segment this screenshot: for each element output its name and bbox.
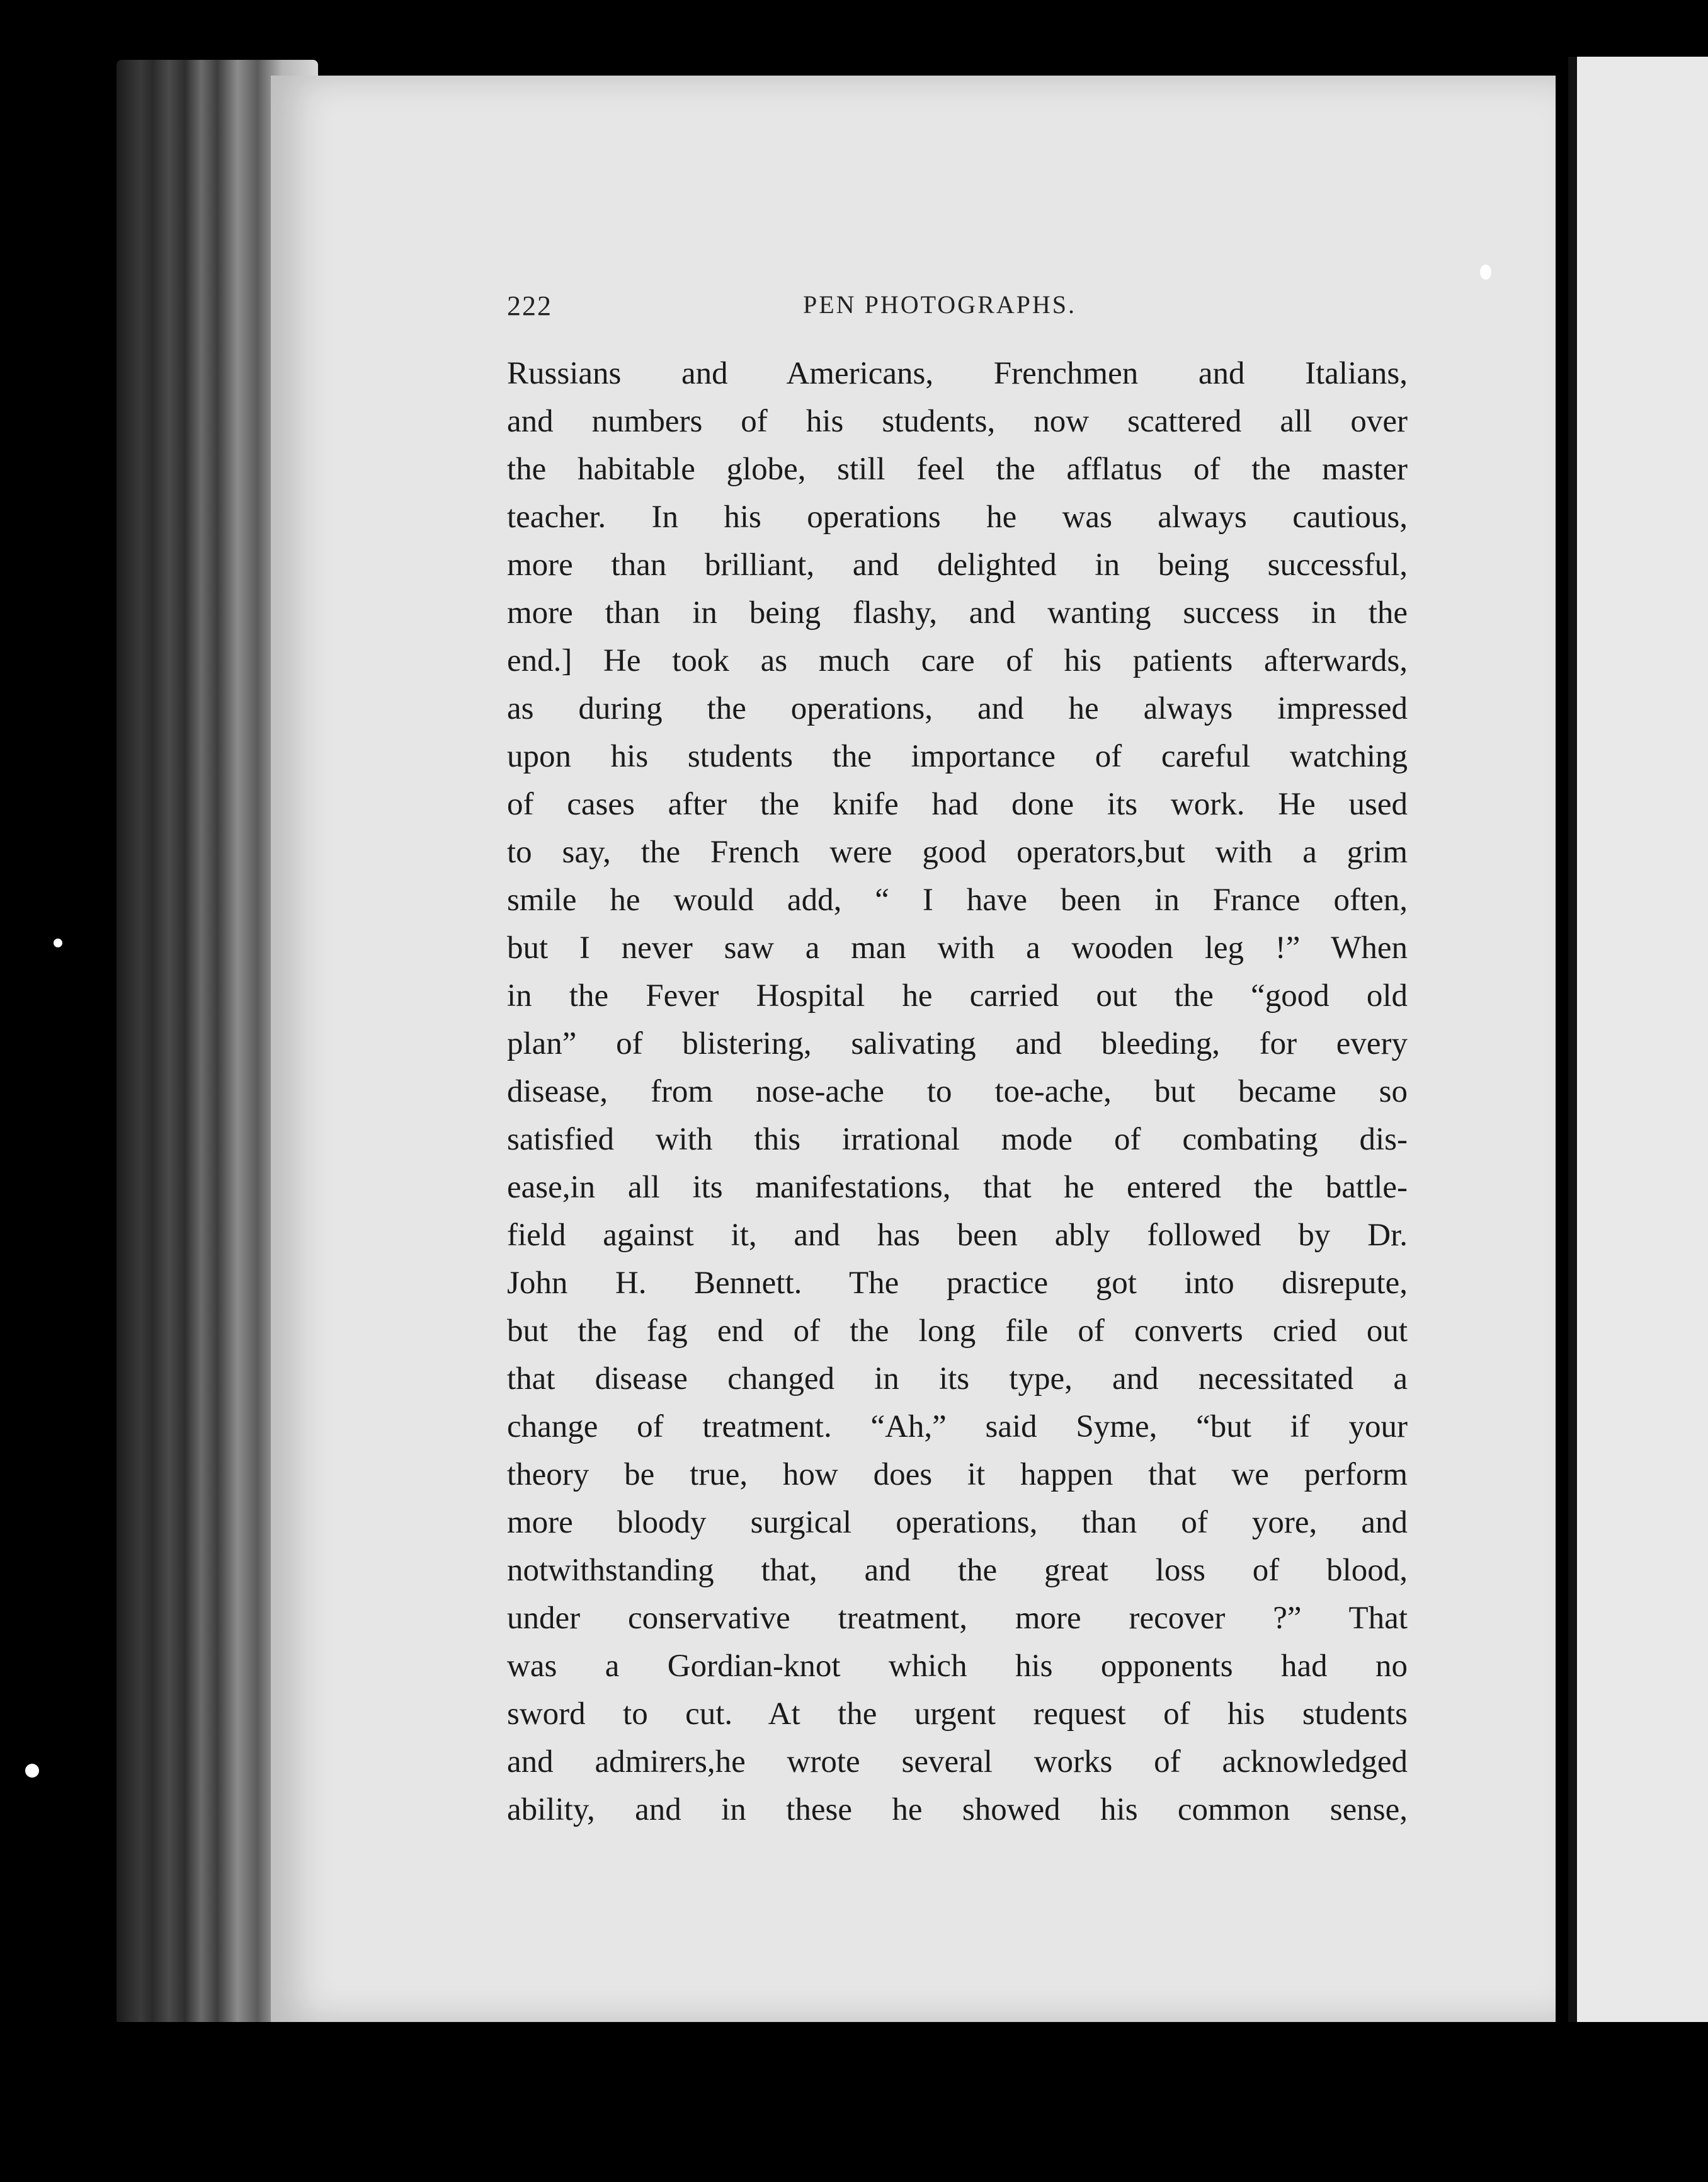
text-line: upon his students the importance of careful watching [507, 739, 1408, 774]
text-line: and numbers of his students, now scattered all over [507, 404, 1408, 439]
text-line: under conservative treatment, more recover ?” That [507, 1601, 1408, 1636]
scan-border [0, 2022, 1708, 2182]
text-line: change of treatment. “Ah,” said Syme, “but if your [507, 1409, 1408, 1444]
text-line: was a Gordian-knot which his opponents had no [507, 1648, 1408, 1684]
text-line: more bloody surgical operations, than of yore, and [507, 1505, 1408, 1540]
text-line: smile he would add, “ I have been in France often, [507, 883, 1408, 918]
text-line: that disease changed in its type, and necessitated a [507, 1361, 1408, 1397]
text-line: ease,in all its manifestations, that he entered the battle- [507, 1170, 1408, 1205]
text-line: theory be true, how does it happen that we perform [507, 1457, 1408, 1492]
body-text [507, 350, 1408, 1834]
page-number: 222 [507, 290, 552, 321]
text-line: ability, and in these he showed his common sense, [507, 1792, 1408, 1827]
text-line: field against it, and has been ably followed by Dr. [507, 1218, 1408, 1253]
text-line: of cases after the knife had done its work. He used [507, 787, 1408, 822]
text-line: plan” of blistering, salivating and bleeding, for every [507, 1026, 1408, 1061]
text-line: notwithstanding that, and the great loss of blood, [507, 1553, 1408, 1588]
text-line: and admirers,he wrote several works of acknowledged [507, 1744, 1408, 1779]
text-line: as during the operations, and he always impressed [507, 691, 1408, 726]
text-line: sword to cut. At the urgent request of his students [507, 1696, 1408, 1732]
text-line: satisfied with this irrational mode of combating dis- [507, 1122, 1408, 1157]
text-line: disease, from nose-ache to toe-ache, but became so [507, 1074, 1408, 1109]
text-line: more than brilliant, and delighted in being successful, [507, 547, 1408, 583]
scan-speck [54, 939, 62, 947]
text-line: but the fag end of the long file of converts cried out [507, 1313, 1408, 1349]
text-line: but I never saw a man with a wooden leg !” When [507, 930, 1408, 966]
text-line: to say, the French were good operators,but with a grim [507, 835, 1408, 870]
scan-speck [25, 1764, 39, 1778]
scan-speck [1480, 265, 1491, 280]
facing-page-edge [1568, 57, 1708, 2028]
text-line: more than in being flashy, and wanting success in the [507, 595, 1408, 631]
text-line: teacher. In his operations he was always cautious, [507, 500, 1408, 535]
text-line: Russians and Americans, Frenchmen and Italians, [507, 356, 1408, 391]
text-line: the habitable globe, still feel the afflatus of the master [507, 452, 1408, 487]
text-line: in the Fever Hospital he carried out the “good old [507, 978, 1408, 1014]
text-line: end.] He took as much care of his patients afterwards, [507, 643, 1408, 678]
page-header [507, 290, 1408, 328]
text-line: John H. Bennett. The practice got into disrepute, [507, 1265, 1408, 1301]
running-head: PEN PHOTOGRAPHS. [803, 290, 1077, 319]
